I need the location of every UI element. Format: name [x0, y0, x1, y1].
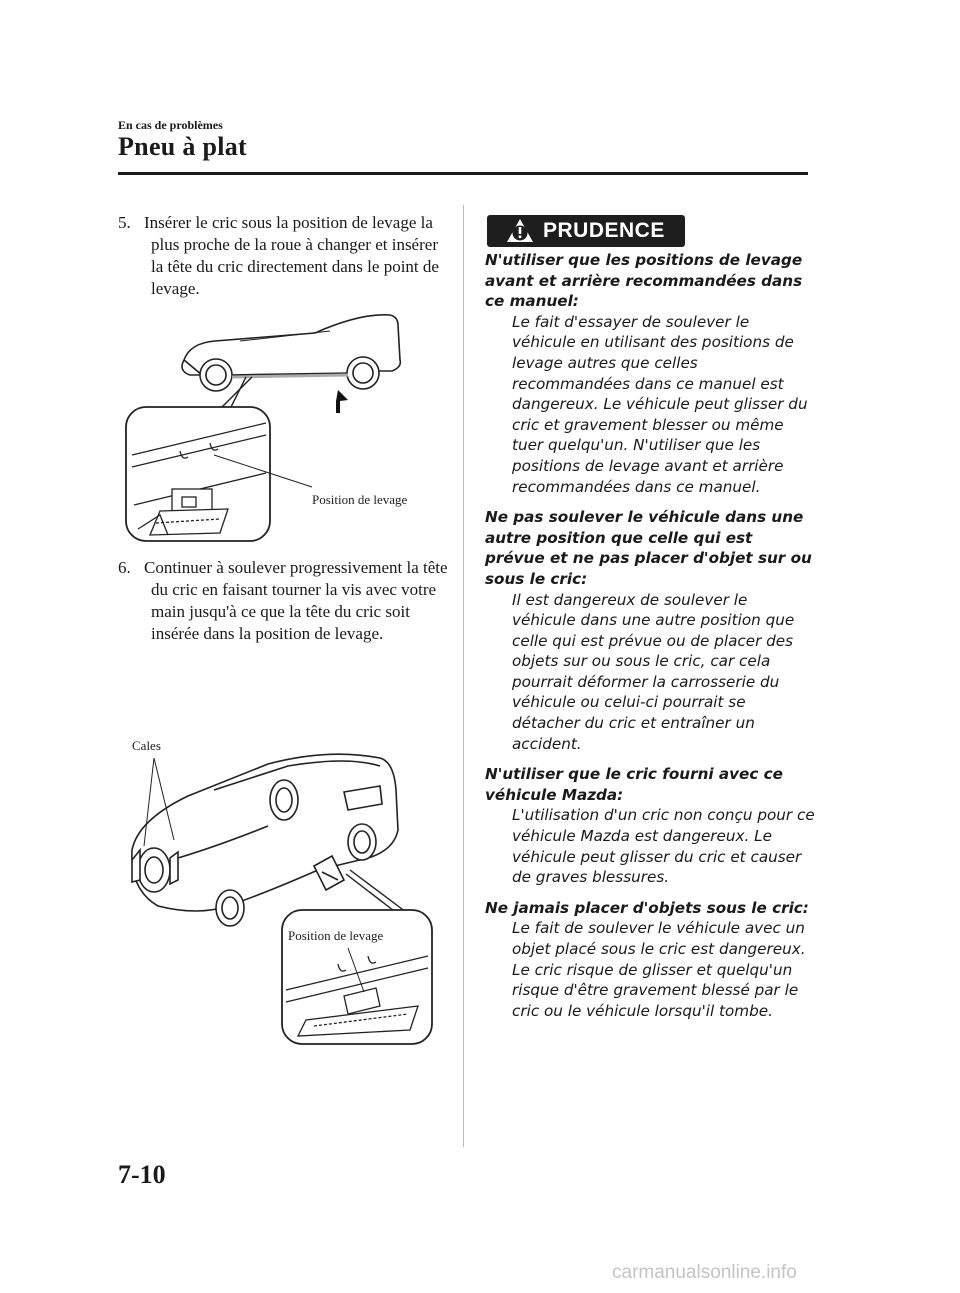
caution-item: [485, 250, 815, 497]
caution-list: [485, 250, 815, 1031]
fig1-label: Position de levage: [312, 492, 408, 507]
caution-item: [485, 764, 815, 888]
section-label: En cas de problèmes: [118, 118, 223, 132]
wheel-chocks-figure: [118, 730, 438, 1050]
step-5: [118, 212, 448, 300]
step-text: Continuer à soulever progressivement la tête du cric en faisant tourner la vis avec votre main jusqu'à ce que la tête du cric soit insérée dans la position de levage.: [144, 558, 448, 643]
column-divider: [463, 205, 464, 1147]
jack-position-figure: [120, 305, 440, 545]
step-text: Insérer le cric sous la position de levage la plus proche de la roue à changer et insérer la tête du cric directement dans le point de levage.: [144, 213, 439, 298]
watermark: carmanualsonline.info: [612, 1262, 797, 1283]
caution-heading: N'utiliser que le cric fourni avec ce véhicule Mazda:: [485, 765, 783, 804]
fig2-chocks-label: Cales: [132, 738, 161, 753]
caution-body: L'utilisation d'un cric non conçu pour ce véhicule Mazda est dangereux. Le véhicule peut glisser du cric et causer de graves blessures.: [512, 806, 815, 887]
page-number: 7-10: [118, 1160, 166, 1189]
caution-heading: Ne pas soulever le véhicule dans une autre position que celle qui est prévue et ne pas placer d'objet sur ou sous le cric:: [485, 508, 812, 588]
caution-item: [485, 898, 815, 1022]
step-number: 5.: [118, 213, 131, 232]
caution-heading: N'utiliser que les positions de levage avant et arrière recommandées dans ce manuel:: [485, 251, 803, 311]
step-6: [118, 557, 448, 645]
page-title: Pneu à plat: [118, 132, 247, 161]
caution-body: Le fait de soulever le véhicule avec un objet placé sous le cric est dangereux. Le cric risque de glisser et quelqu'un risque d'être gravement blessé par le cric ou le véhicule lorsqu'il tombe.: [512, 919, 806, 1020]
caution-body: Le fait d'essayer de soulever le véhicule en utilisant des positions de levage autres que celles recommandées dans ce manuel est dangereux. Le véhicule peut glisser du cric et gravement blesser ou même tuer quelqu'un. N'utiliser que les positions de levage avant et arrière recommandées dans ce manuel.: [512, 312, 808, 496]
warning-icon: [505, 216, 535, 246]
title-rule: [118, 172, 808, 175]
fig2-position-label: Position de levage: [288, 928, 384, 943]
caution-body: Il est dangereux de soulever le véhicule dans une autre position que celle qui est prévue ou de placer des objets sur ou sous le cric, car cela pourrait déformer la carrosserie du véhicule ou celui-ci pourrait se détacher du cric et entraîner un accident.: [512, 590, 795, 753]
step-number: 6.: [118, 558, 131, 577]
caution-item: [485, 507, 815, 754]
caution-heading: Ne jamais placer d'objets sous le cric:: [485, 898, 809, 917]
caution-banner: [487, 215, 685, 247]
caution-title: PRUDENCE: [543, 219, 665, 242]
